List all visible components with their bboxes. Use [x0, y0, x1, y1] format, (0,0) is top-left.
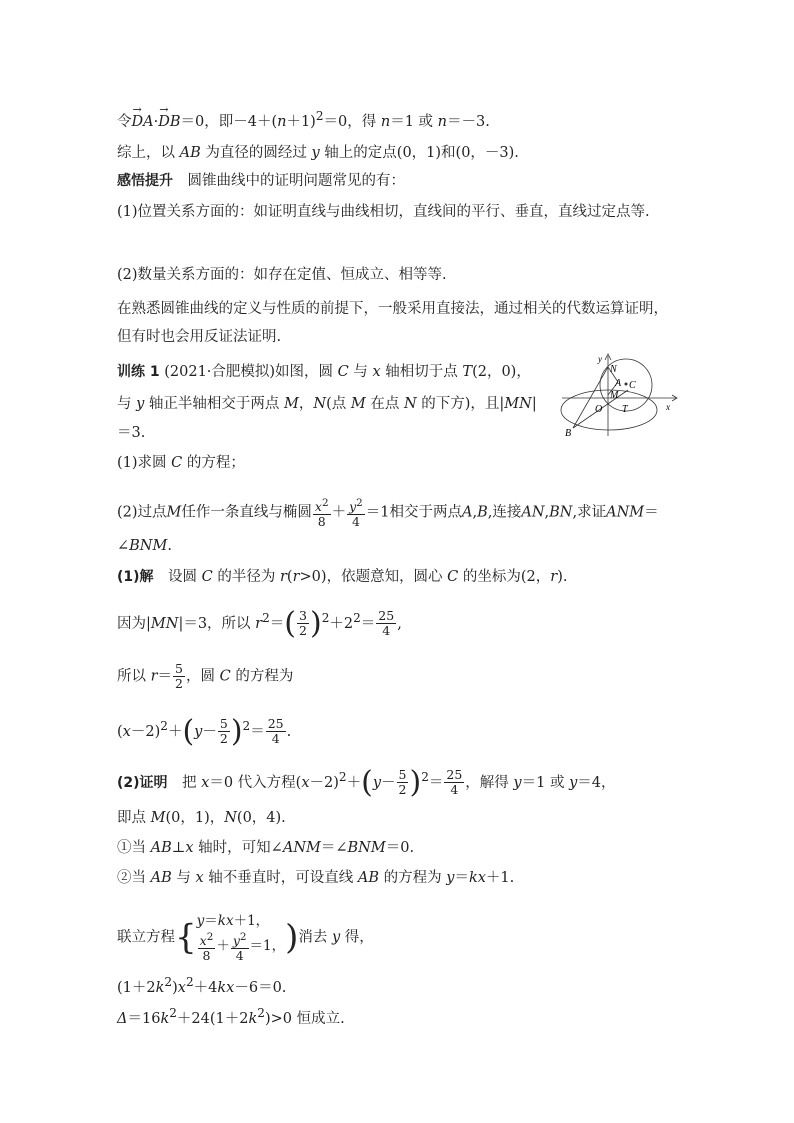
fig-point-o: O: [595, 404, 603, 415]
line-conclusion: 综上，以 AB 为直径的圆经过 y 轴上的定点(0，1)和(0，－3).: [117, 145, 519, 161]
exercise-line-2: 与 y 轴正半轴相交于两点 M，N(点 M 在点 N 的下方)，且|MN|: [117, 396, 537, 412]
exercise-line-1: 训练 1 (2021·合肥模拟)如图，圆 C 与 x 轴相切于点 T(2，0)，: [117, 364, 531, 380]
ellipse-frac-x: $\frac{x^2}{8}$: [314, 497, 329, 530]
discriminant: $\Delta=16k^2+24(1+2k^2)>0$ 恒成立.: [117, 1006, 345, 1027]
quadratic-equation: $(1+2k^2)x^2+4kx-6=0$.: [117, 975, 287, 996]
fig-point-t: T: [622, 404, 628, 415]
insight-point-1: (1)位置关系方面的：如证明直线与曲线相切，直线间的平行、垂直，直线过定点等.: [117, 204, 650, 220]
insight-point-2: (2)数量关系方面的：如存在定值、恒成立、相等等.: [117, 267, 447, 283]
solution-1-radius: 所以 r＝ $\frac{5}{2}$ ，圆 C 的方程为: [117, 661, 294, 691]
case-1: ①当 AB⊥x 轴时，可知∠ANM＝∠BNM＝0.: [117, 840, 415, 856]
equation-system: y＝kx＋1， $\frac{x^2}{8}$ ＋ $\frac{y^2}{4}$ ＝1，: [196, 913, 286, 964]
fig-x-label: x: [666, 402, 670, 412]
exercise-line-3: ＝3.: [117, 425, 146, 441]
fig-point-n: N: [610, 364, 617, 375]
solution-1-head: (1)解 设圆 C 的半径为 r(r>0)，依题意知，圆心 C 的坐标为(2，r).: [117, 569, 568, 585]
fig-y-label: y: [598, 354, 602, 364]
fig-point-c: C: [629, 380, 636, 391]
proof-2-head: (2)证明 把 x＝0 代入方程$(x-2)^2+(y-$ $\frac{5}{2}$ )$^2$＝ $\frac{25}{4}$ ，解得 y＝1 或 y＝4，: [117, 764, 616, 800]
points-m-n: 即点 M(0，1)，N(0，4).: [117, 810, 286, 826]
fig-point-b: B: [565, 428, 572, 439]
ellipse-frac-y: $\frac{y^2}{4}$: [349, 497, 363, 530]
question-1: (1)求圆 C 的方程；: [117, 455, 245, 471]
case-2: ②当 AB 与 x 轴不垂直时，可设直线 AB 的方程为 y＝kx＋1.: [117, 870, 515, 886]
circle-equation: $(x-2)^2+(y-$ $\frac{5}{2}$ )$^2$＝ $\frac{25}{4}$ .: [117, 713, 292, 749]
system-of-equations: 联立方程{ y＝kx＋1， $\frac{x^2}{8}$ ＋ $\frac{y^2}{4}$ ＝1， )消去 y 得，: [117, 913, 374, 964]
figure-circle-ellipse: [558, 350, 678, 440]
fig-point-a: A: [615, 378, 622, 389]
insight-method: 在熟悉圆锥曲线的定义与性质的前提下，一般采用直接法，通过相关的代数运算证明，但有时也会用反证法证明.: [117, 301, 668, 345]
line-dot-product: 令→ DA·→ DB＝0，即$-4+(n+1)^2=0$，得 n＝1 或 n＝－3.: [117, 106, 490, 132]
fig-point-m: M: [610, 390, 619, 401]
insight-heading: 感悟提升 圆锥曲线中的证明问题常见的有：: [117, 173, 405, 189]
question-2-cont: ∠BNM.: [117, 538, 172, 554]
question-2: (2)过点M任作一条直线与椭圆 $\frac{x^2}{8}$ ＋ $\frac{y^2}{4}$ ＝1相交于两点A,B,连接AN,BN,求证ANM＝: [117, 497, 659, 530]
solution-1-radius-eq: 因为|MN|＝3，所以 $r^2=$( $\frac{3}{2}$ )$^2+2^2=$ $\frac{25}{4}$ ,: [117, 605, 402, 641]
